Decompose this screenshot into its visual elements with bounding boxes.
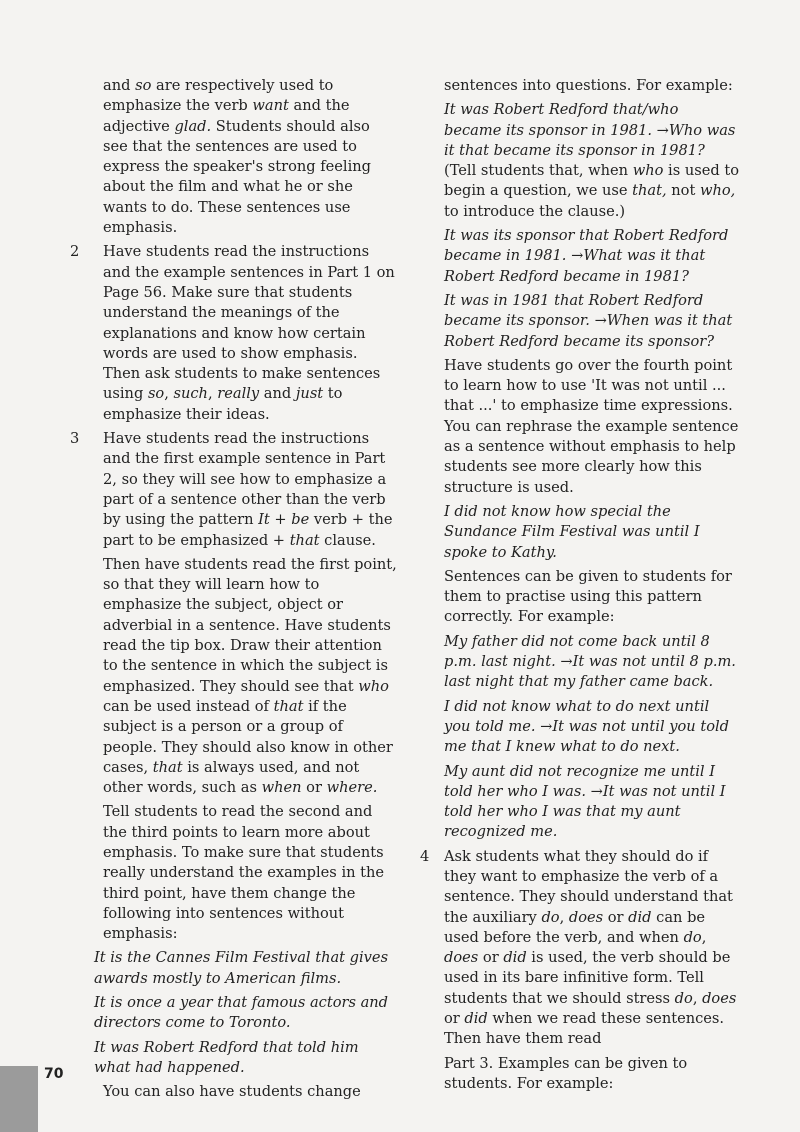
- paragraph: Then have students read the first point, so that they will learn how to emphasize the subject, object or adverbial in a sentence. Have students read the tip box. Draw their attention to the sentence in which the subject is emphasized. They should see that who can be used instead of that if the subject is a person or a group of people. They should also know in other cases, that is always used, and not other words, such as when or where.: [103, 555, 397, 797]
- page-edge-marker: [0, 1066, 38, 1132]
- paragraph: Have students go over the fourth point to learn how to use 'It was not until ... that ...' to emphasize time expressions. You can rephrase the example sentence as a sentence without emphasis to help students see more clearly how this structure is used.: [444, 356, 739, 496]
- item-text: Have students read the instructions and the example sentences in Part 1 on Page 56. Make sure that students understand the meanings of the explanations and know how certain words are used to show emphasis. Then ask students to make sentences using so, such, really and just to emphasize their ideas.: [103, 243, 395, 423]
- page-number: 70: [44, 1066, 64, 1082]
- item-text: Have students read the instructions and the first example sentence in Part 2, so they will see how to emphasize a part of a sentence other than the verb by using the pattern It + be verb + the part to be emphasized + that clause.: [103, 430, 393, 549]
- left-column: [70, 76, 398, 1107]
- right-column: [420, 76, 740, 1098]
- item-number: 4: [420, 847, 430, 865]
- example-sentence: My aunt did not recognize me until I told her who I was. →It was not until I told her who I was that my aunt recognized me.: [444, 762, 726, 841]
- example-sentence: It is the Cannes Film Festival that gives awards mostly to American films.: [94, 949, 389, 987]
- item-number: 2: [70, 243, 80, 261]
- item-number: 3: [70, 430, 80, 448]
- paragraph: sentences into questions. For example:: [444, 77, 733, 94]
- list-item-4: [420, 847, 740, 1050]
- example-sentence: It was in 1981 that Robert Redford became its sponsor. →When was it that Robert Redford became its sponsor?: [444, 291, 733, 350]
- paragraph: Sentences can be given to students for them to practise using this pattern correctly. For example:: [444, 567, 732, 626]
- paragraph: You can also have students change: [103, 1083, 361, 1101]
- example-sentence: It was its sponsor that Robert Redford became in 1981. →What was it that Robert Redford became in 1981?: [444, 227, 729, 285]
- example-sentence: My father did not come back until 8 p.m. last night. →It was not until 8 p.m. last night that my father came back.: [444, 632, 736, 691]
- item-text: Ask students what they should do if they want to emphasize the verb of a sentence. They should understand that the auxiliary do, does or did can be used before the verb, and when do, does or did is used, the verb should be used in its bare infinitive form. Tell students that we should stress do, does or did when we read these sentences. Then have them read: [444, 847, 737, 1048]
- list-item-2: [70, 242, 398, 425]
- example-sentence: It was Robert Redford that told him what had happened.: [94, 1038, 359, 1076]
- example-sentence: I did not know what to do next until you told me. →It was not until you told me that I knew what to do next.: [444, 697, 729, 756]
- example-sentence: It was Robert Redford that/who became its sponsor in 1981. →Who was it that became its sponsor in 1981? (Tell students that, when who is used to begin a question, we use that, not who, to introduce the clause.): [444, 101, 739, 220]
- paragraph: Part 3. Examples can be given to students. For example:: [444, 1054, 688, 1092]
- example-sentence: I did not know how special the Sundance Film Festival was until I spoke to Kathy.: [444, 502, 700, 561]
- example-sentence: It is once a year that famous actors and directors come to Toronto.: [94, 994, 389, 1032]
- paragraph: Tell students to read the second and the third points to learn more about emphasis. To make sure that students really understand the examples in the third point, have them change the following into sentences without emphasis:: [103, 803, 385, 943]
- list-item-3: [70, 429, 398, 551]
- paragraph: and so are respectively used to emphasize the verb want and the adjective glad. Students should also see that the sentences are used to express the speaker's strong feeling about the film and what he or she wants to do. These sentences use emphasis.: [103, 77, 371, 237]
